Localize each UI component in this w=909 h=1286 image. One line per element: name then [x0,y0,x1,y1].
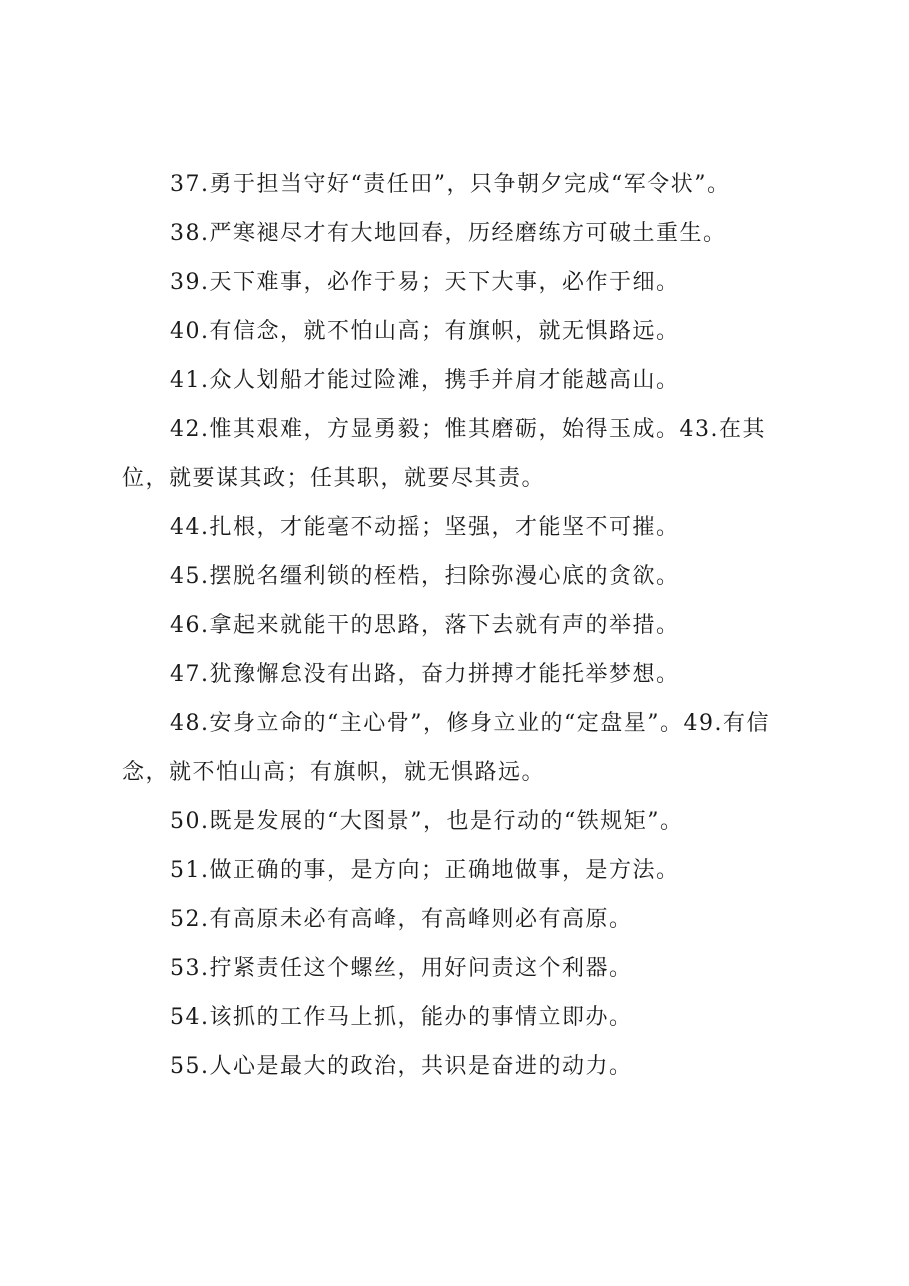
paragraph-46: 46.拿起来就能干的思路，落下去就有声的举措。 [170,613,680,638]
paragraph-37: 37.勇于担当守好“责任田”，只争朝夕完成“军令状”。 [170,172,731,197]
paragraph-52: 52.有高原未必有高峰，有高峰则必有高原。 [170,907,633,932]
paragraph-53: 53.拧紧责任这个螺丝，用好问责这个利器。 [170,956,633,981]
paragraph-44: 44.扎根，才能毫不动摇；坚强，才能坚不可摧。 [170,515,680,540]
paragraph-40: 40.有信念，就不怕山高；有旗帜，就无惧路远。 [170,319,680,344]
document-body [122,160,798,1091]
paragraph-41: 41.众人划船才能过险滩，携手并肩才能越高山。 [170,368,680,393]
paragraph-42-43: 42.惟其艰难，方显勇毅；惟其磨砺，始得玉成。43.在其位，就要谋其政；任其职，就要尽其责。 [122,417,766,491]
paragraph-54: 54.该抓的工作马上抓，能办的事情立即办。 [170,1005,633,1030]
paragraph-51: 51.做正确的事，是方向；正确地做事，是方法。 [170,858,680,883]
paragraph-47: 47.犹豫懈怠没有出路，奋力拼搏才能托举梦想。 [170,662,680,687]
paragraph-45: 45.摆脱名缰利锁的桎梏，扫除弥漫心底的贪欲。 [170,564,680,589]
paragraph-39: 39.天下难事，必作于易；天下大事，必作于细。 [170,270,680,295]
paragraph-50: 50.既是发展的“大图景”，也是行动的“铁规矩”。 [170,809,684,834]
paragraph-48-49: 48.安身立命的“主心骨”，修身立业的“定盘星”。49.有信念，就不怕山高；有旗帜，就无惧路远。 [122,711,770,785]
paragraph-55: 55.人心是最大的政治，共识是奋进的动力。 [170,1054,633,1079]
paragraph-38: 38.严寒褪尽才有大地回春，历经磨练方可破土重生。 [170,221,727,246]
